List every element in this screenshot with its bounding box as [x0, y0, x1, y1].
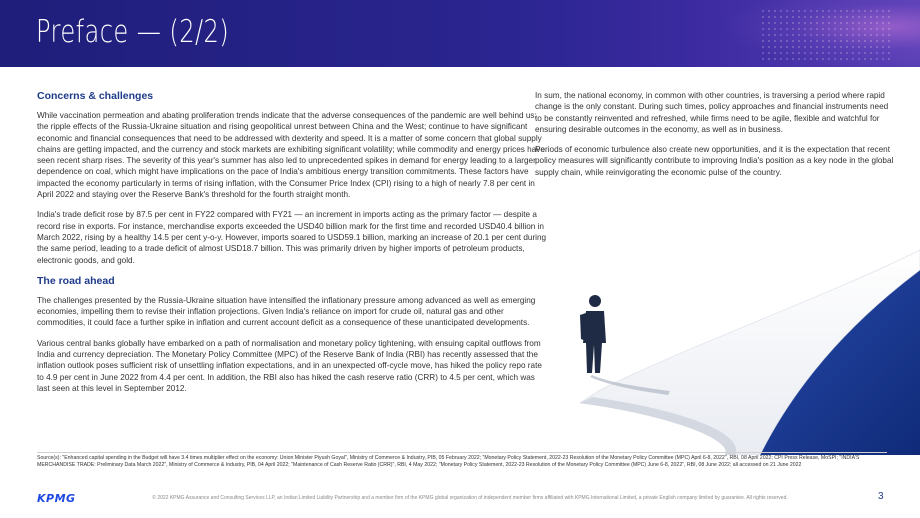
section-heading-concerns: Concerns & challenges: [37, 90, 154, 102]
paragraph: The challenges presented by the Russia-Ukraine situation have intensified the inflationary pressure among advanced as well as emerging economies, impelling them to revise their inflation projections. Given India's reliance on import for crude oil, natural gas and other commodities, it could face a further spike in inflation and current account deficit as a consequence of these unanticipated developments.: [37, 295, 536, 328]
paragraph: While vaccination permeation and abating proliferation trends indicate that the adverse consequences of the pandemic are well behind us; the ripple effects of the Russia-Ukraine situation and rising geopolitical unrest between China and the West; continue to have significant economic and financial consequences that need to be addressed with dexterity and speed. It is a matter of some concern that global supply chains are getting impacted, and the currency and stock markets are exhibiting significant volatility; while commodity and energy prices have seen recent sharp rises. The severity of this year's summer has also led to unprecedented spikes in demand for energy leading to a larger dependence on coal, which might have implications on the pace of India's ambitious energy transition commitments. These factors have impacted the economy particularly in terms of rising inflation, with the Consumer Price Index (CPI) rising to a high of nearly 7.8 per cent in April 2022 and staying over the Reserve Bank's threshold for the fourth straight month.: [37, 111, 545, 200]
kpmg-logo: KPMG: [37, 492, 76, 505]
header-banner: [0, 0, 920, 67]
section-heading-road-ahead: The road ahead: [37, 274, 115, 287]
sources-note: Source(s): "Enhanced capital spending in the Budget will have 3.4 times multiplier effect on the economy: Union Minister Piyush Goyal", Ministry of Commerce & Industry, PIB, 05 February 2022; "Monetary Policy Statement, 2022-23 Resolution of the Monetary Policy Committee (MPC) April 6-8, 2022", RBI, 08 April 2022; CPI Press Release, MoSPI; "INDIA'S MERCHANDISE TRADE: Preliminary Data March 2022", Ministry of Commerce & Industry, PIB, 04 April 2022; "Maintenance of Cash Reserve Ratio (CRR)", RBI, 4 May 2022; "Monetary Policy Statement, 2022-23 Resolution of the Monetary Policy Committee (MPC) June 6-8, 2022", RBI, 08 June 2022; all accessed on 21 June 2022: [37, 455, 860, 468]
paragraph: India's trade deficit rose by 87.5 per cent in FY22 compared with FY21 — an increment in imports acting as the primary factor — despite a record rise in exports. For instance, merchandise exports exceeded the USD40 billion mark for the first time and recorded USD40.4 billion in March 2022, rising by a healthy 14.5 per cent y-o-y. However, imports soared to USD59.1 billion, marking an increase of 20.1 per cent during the same period, leading to a trade deficit of almost USD18.7 billion. This was primarily driven by higher imports of petroleum products, electronic goods, and gold.: [37, 210, 547, 265]
footer-legal: © 2022 KPMG Assurance and Consulting Services LLP, an Indian Limited Liability Partnership and a member firm of the KPMG global organization of independent member firms affiliated with KPMG International Limited, a private English company limited by guarantee. All rights reserved.: [152, 495, 788, 501]
road-illustration: [520, 225, 920, 455]
header-dot-pattern: [760, 8, 890, 63]
page-title: Preface — (2/2): [36, 14, 230, 50]
divider: [37, 452, 887, 453]
paragraph: Various central banks globally have embarked on a path of normalisation and monetary policy tightening, with ensuing capital outflows from India and currency depreciation. The Monetary Policy Committee (MPC) of the Reserve Bank of India (RBI) has recently assessed that the inflation outlook poses sufficient risk of unsettling inflation expectations, and in an unexpected off-cycle move, has hiked the policy repo rate to 4.9 per cent in June 2022 from 4.4 per cent. In addition, the RBI also has hiked the cash reserve ratio (CRR) to 4.5 per cent, which was last seen at this level in September 2012.: [37, 338, 542, 393]
right-column: [535, 90, 895, 187]
person-silhouette: [580, 295, 606, 373]
paragraph: Periods of economic turbulence also create new opportunities, and it is the expectation that recent policy measures will significantly contribute to improving India's position as a key node in the global supply chain, while reinvigorating the economic pulse of the country.: [535, 145, 894, 177]
left-column: [37, 90, 547, 403]
page-number: 3: [878, 491, 884, 502]
paragraph: In sum, the national economy, in common with other countries, is traversing a period where rapid change is the only constant. During such times, policy approaches and financial instruments need to be constantly reinvented and refreshed, while firms need to be agile, flexible and watchful for ensuring desirable outcomes in the economy, as well as in business.: [535, 91, 889, 134]
